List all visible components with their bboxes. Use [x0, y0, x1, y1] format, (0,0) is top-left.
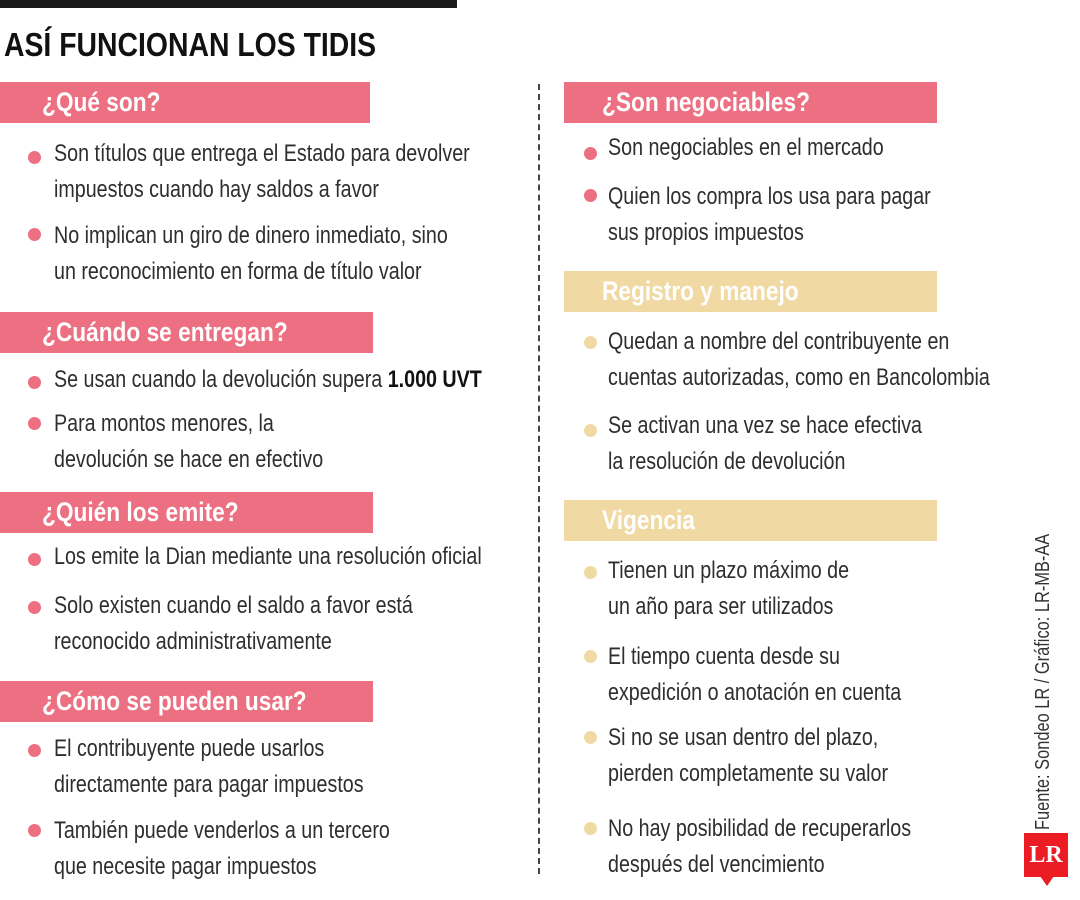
list-item: Quedan a nombre del contribuyente en cuentas autorizadas, como en Bancolombia [608, 328, 990, 391]
list-item: No implican un giro de dinero inmediato, sino un reconocimiento en forma de título valor [54, 222, 448, 285]
section-heading-quien-los-emite: ¿Quién los emite? [0, 492, 373, 533]
bullet-icon [584, 147, 597, 160]
bullet-icon [28, 417, 41, 430]
section-heading-registro-y-manejo: Registro y manejo [564, 271, 937, 312]
bullet-icon [28, 228, 41, 241]
list-item: Si no se usan dentro del plazo, pierden completamente su valor [608, 724, 889, 787]
bullet-icon [28, 601, 41, 614]
bullet-icon [28, 376, 41, 389]
lr-logo-tail [1040, 876, 1054, 886]
list-item: Los emite la Dian mediante una resolución oficial [54, 543, 482, 570]
bullet-icon [584, 336, 597, 349]
list-item: El contribuyente puede usarlos directamente para pagar impuestos [54, 735, 364, 798]
bullet-icon [28, 824, 41, 837]
section-heading-vigencia: Vigencia [564, 500, 937, 541]
section-heading-son-negociables: ¿Son negociables? [564, 82, 937, 123]
list-item: Tienen un plazo máximo de un año para ser utilizados [608, 557, 850, 620]
section-heading-como-se-pueden-usar: ¿Cómo se pueden usar? [0, 681, 373, 722]
list-item: También puede venderlos a un tercero que necesite pagar impuestos [54, 817, 390, 880]
bullet-icon [28, 151, 41, 164]
list-item: Quien los compra los usa para pagar sus propios impuestos [608, 183, 931, 246]
bullet-icon [584, 822, 597, 835]
column-divider [538, 84, 540, 874]
page-title: ASÍ FUNCIONAN LOS TIDIS [4, 26, 377, 63]
bullet-icon [28, 744, 41, 757]
bullet-icon [584, 731, 597, 744]
bullet-icon [584, 566, 597, 579]
lr-logo: LR [1024, 833, 1068, 877]
list-item: No hay posibilidad de recuperarlos después del vencimiento [608, 815, 912, 878]
section-heading-que-son: ¿Qué son? [0, 82, 370, 123]
list-item: El tiempo cuenta desde su expedición o anotación en cuenta [608, 643, 902, 706]
bullet-icon [584, 189, 597, 202]
list-item: Son negociables en el mercado [608, 134, 884, 161]
bullet-icon [584, 424, 597, 437]
list-item: Solo existen cuando el saldo a favor está reconocido administrativamente [54, 592, 413, 655]
uvt-threshold: 1.000 UVT [387, 366, 482, 393]
list-item: Se usan cuando la devolución supera 1.000 UVT [54, 366, 482, 393]
section-heading-cuando-se-entregan: ¿Cuándo se entregan? [0, 312, 373, 353]
top-rule [0, 0, 457, 8]
list-item: Para montos menores, la devolución se hace en efectivo [54, 410, 324, 473]
bullet-icon [28, 553, 41, 566]
list-item: Son títulos que entrega el Estado para devolver impuestos cuando hay saldos a favor [54, 140, 470, 203]
bullet-icon [584, 650, 597, 663]
source-credit: Fuente: Sondeo LR / Gráfico: LR-MB-AA [1032, 533, 1054, 830]
list-item: Se activan una vez se hace efectiva la resolución de devolución [608, 412, 922, 475]
